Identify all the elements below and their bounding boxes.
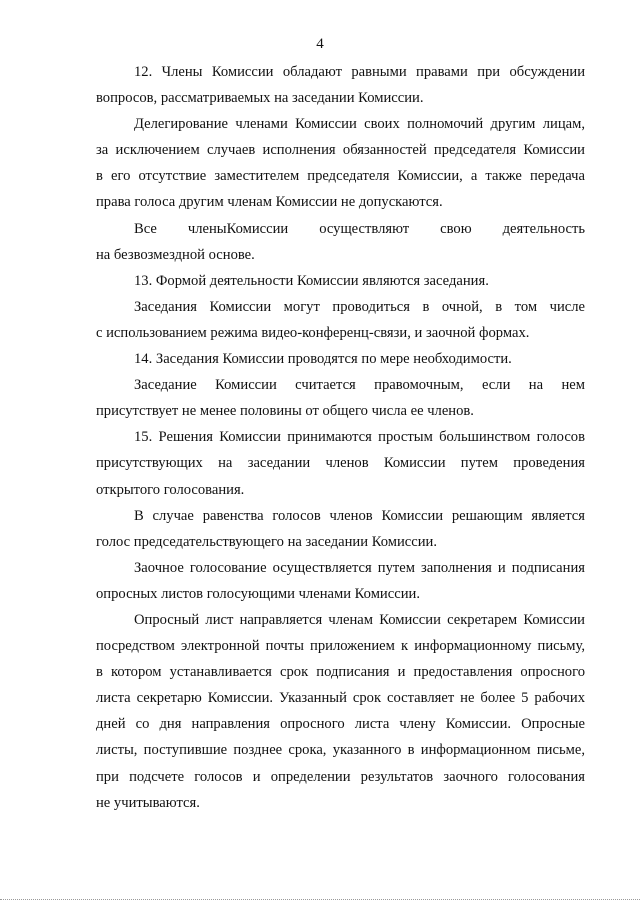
paragraph-line: посредством электронной почты приложением к информационному письму, <box>96 638 585 655</box>
page-number: 4 <box>316 36 324 52</box>
paragraph-12-equal-rights <box>96 64 585 116</box>
paragraph-14-as-needed <box>96 351 585 377</box>
paragraph-line: Опросный лист направляется членам Комиссии секретарем Комиссии <box>134 611 585 628</box>
paragraph-line: 13. Формой деятельности Комиссии являются заседания. <box>134 272 489 289</box>
paragraph-line: присутствующих на заседании членов Комиссии путем проведения <box>96 455 585 472</box>
paragraph-line: права голоса другим членам Комиссии не допускаются. <box>96 194 443 211</box>
paragraph-line: на безвозмездной основе. <box>96 246 255 263</box>
paragraph-line: присутствует не менее половины от общего числа ее членов. <box>96 403 474 420</box>
paragraph-line: дней со дня направления опросного листа члену Комиссии. Опросные <box>96 716 585 733</box>
document-body <box>96 64 585 821</box>
paragraph-line: 14. Заседания Комиссии проводятся по мере необходимости. <box>134 351 512 368</box>
paragraph-line: не учитываются. <box>96 794 200 811</box>
paragraph-line: голос председательствующего на заседании Комиссии. <box>96 533 437 550</box>
paragraph-line: Заседание Комиссии считается правомочным, если на нем <box>134 377 585 394</box>
paragraph-13-meetings-form <box>96 273 585 299</box>
paragraph-line: за исключением случаев исполнения обязанностей председателя Комиссии <box>96 142 585 159</box>
paragraph-line: 12. Члены Комиссии обладают равными правами при обсуждении <box>134 64 585 80</box>
paragraph-tie-vote <box>96 508 585 560</box>
paragraph-line: Делегирование членами Комиссии своих полномочий другим лицам, <box>134 116 585 133</box>
paragraph-line: Заочное голосование осуществляется путем заполнения и подписания <box>134 559 585 576</box>
paragraph-questionnaire <box>96 612 585 821</box>
paragraph-line: с использованием режима видео-конференц-связи, и заочной формах. <box>96 324 530 341</box>
paragraph-delegation <box>96 116 585 220</box>
paragraph-line: в его отсутствие заместителем председателя Комиссии, а также передача <box>96 168 585 185</box>
paragraph-free-of-charge <box>96 221 585 273</box>
paragraph-absentee-vote <box>96 560 585 612</box>
paragraph-line: листы, поступившие позднее срока, указанного в информационном письме, <box>96 742 585 759</box>
paragraph-meeting-formats <box>96 299 585 351</box>
paragraph-line: открытого голосования. <box>96 481 245 498</box>
paragraph-quorum <box>96 377 585 429</box>
paragraph-line: вопросов, рассматриваемых на заседании Комиссии. <box>96 90 424 107</box>
paragraph-line: опросных листов голосующими членами Комиссии. <box>96 585 420 602</box>
paragraph-line: Заседания Комиссии могут проводиться в очной, в том числе <box>134 298 585 315</box>
paragraph-line: 15. Решения Комиссии принимаются простым большинством голосов <box>134 429 585 446</box>
paragraph-line: Все членыКомиссии осуществляют свою деятельность <box>134 220 585 237</box>
paragraph-line: В случае равенства голосов членов Комиссии решающим является <box>134 507 585 524</box>
paragraph-line: в котором устанавливается срок подписания и предоставления опросного <box>96 664 585 681</box>
paragraph-15-decisions <box>96 429 585 507</box>
paragraph-line: листа секретарю Комиссии. Указанный срок составляет не более 5 рабочих <box>96 690 585 707</box>
paragraph-line: при подсчете голосов и определении результатов заочного голосования <box>96 768 585 785</box>
scan-edge-line <box>0 899 640 900</box>
